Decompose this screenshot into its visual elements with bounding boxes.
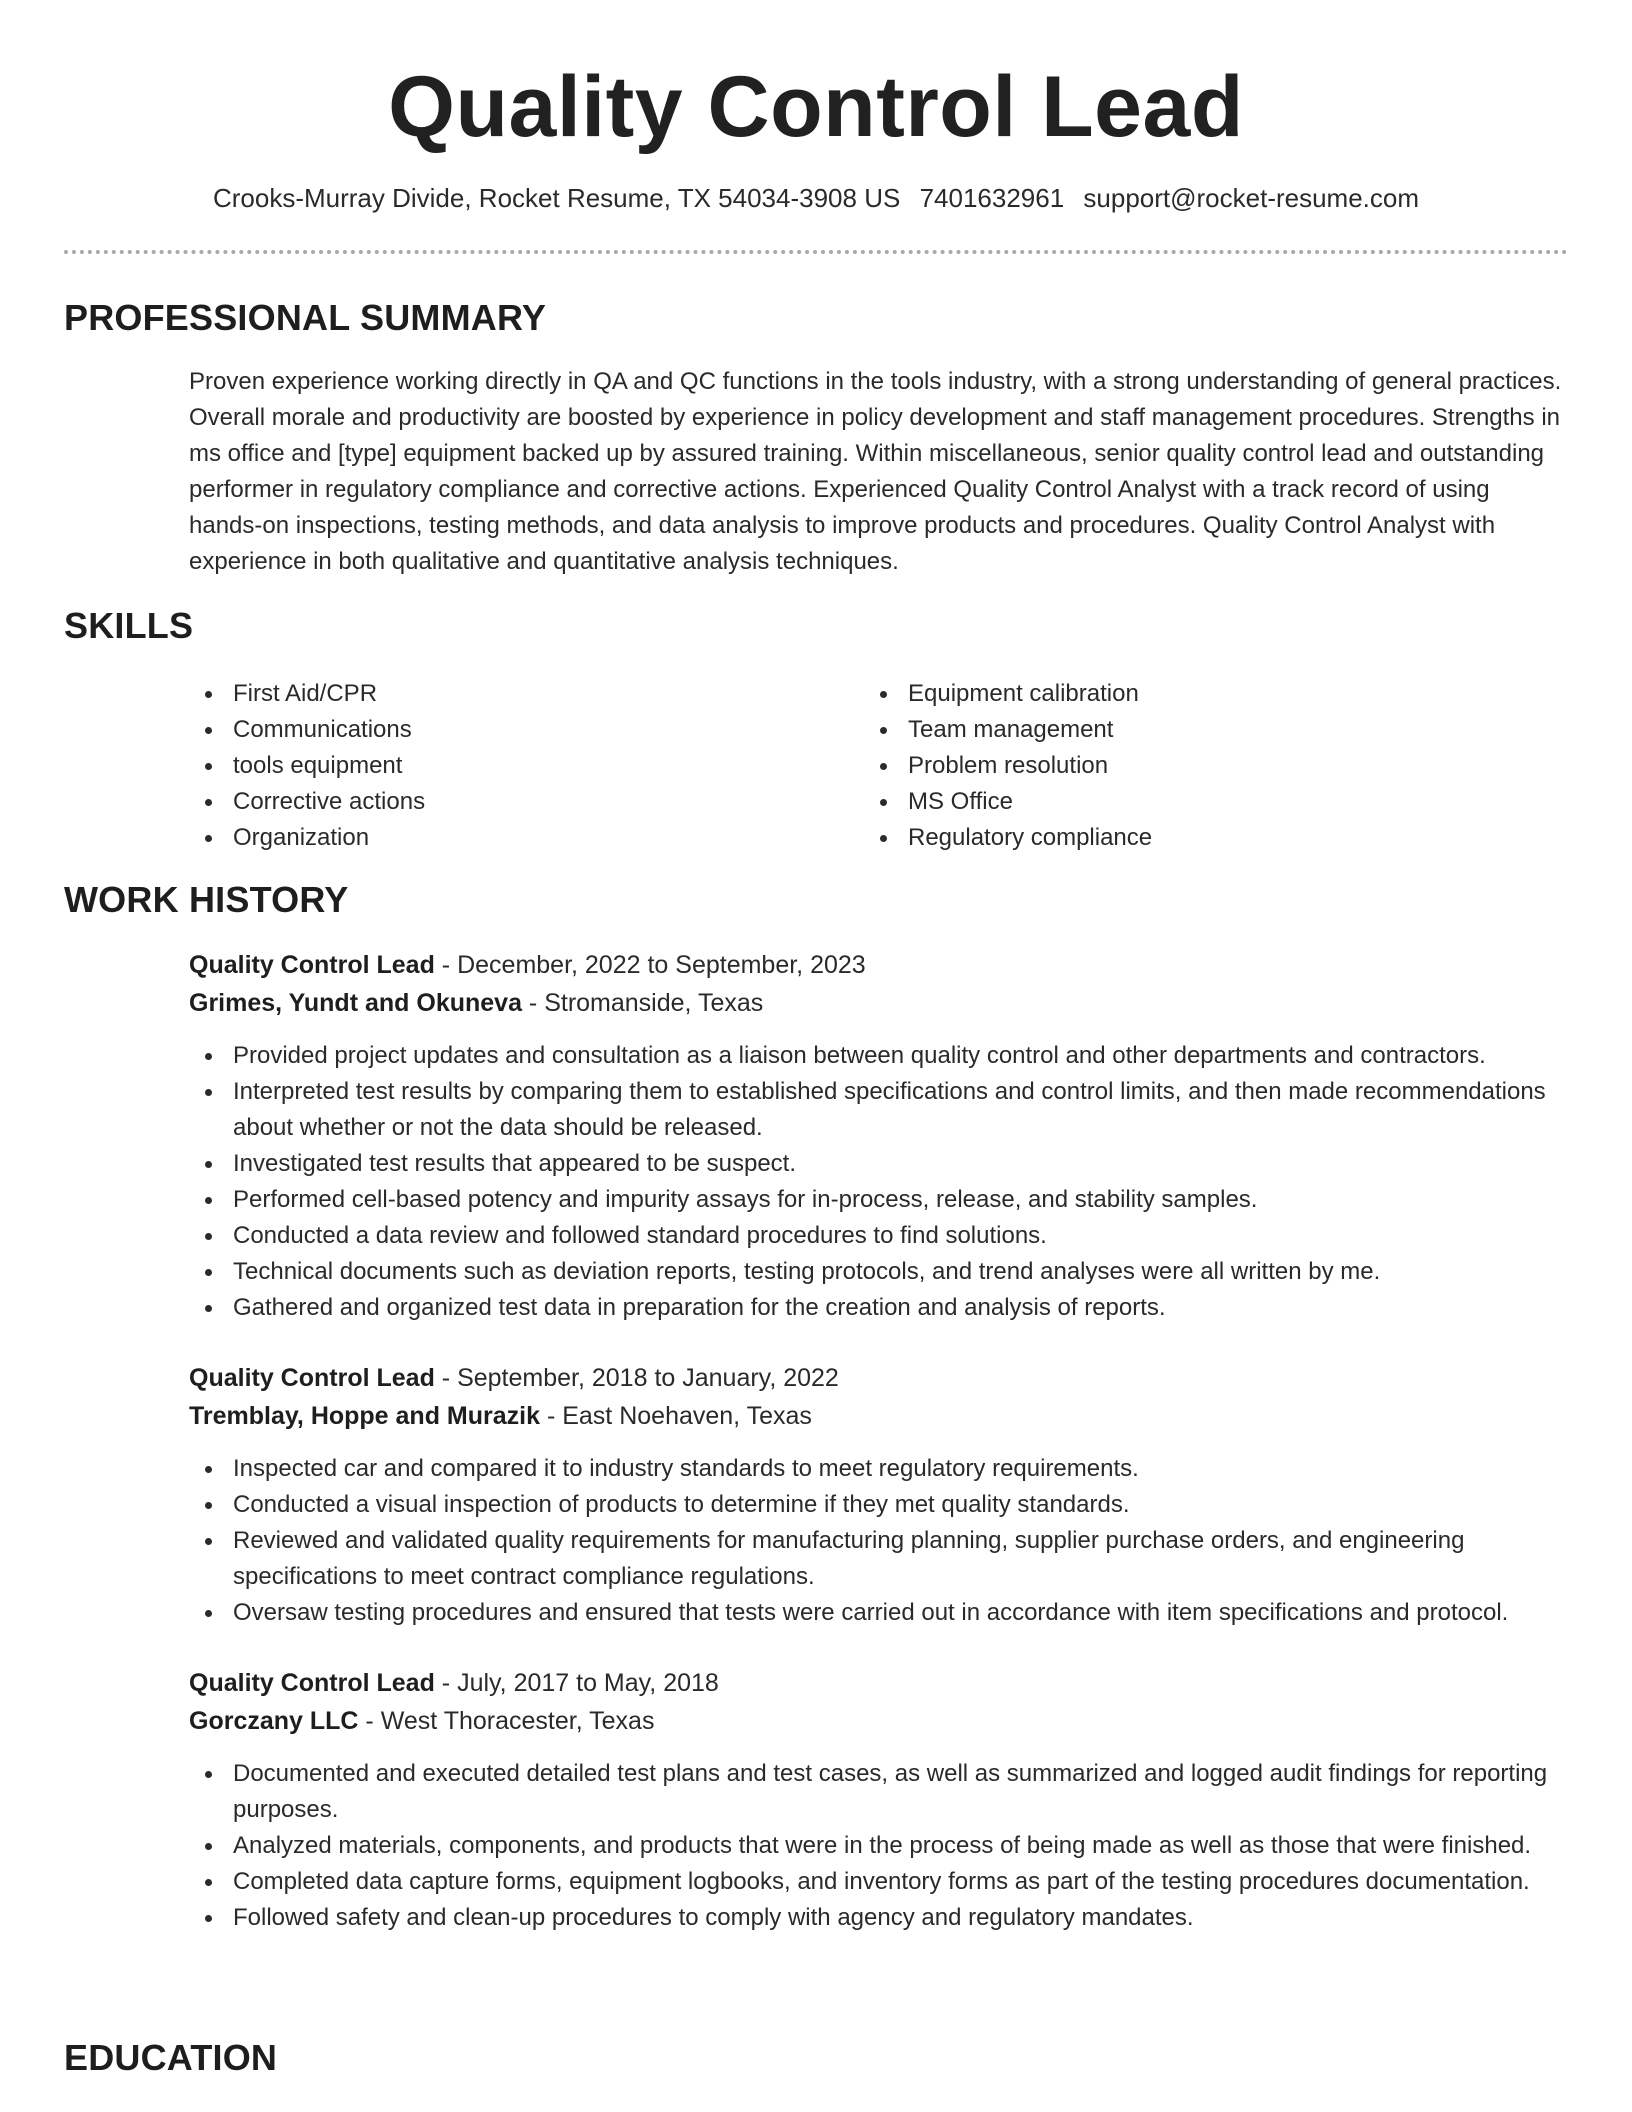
contact-email[interactable]: support@rocket-resume.com	[1083, 183, 1420, 213]
job-company: Tremblay, Hoppe and Murazik	[189, 1402, 541, 1430]
list-item: Interpreted test results by comparing them to established specifications and control limits, and then made recommendations about whether or not the data should be released.	[189, 1074, 1569, 1146]
list-item: First Aid/CPR	[189, 676, 425, 712]
job-company: Grimes, Yundt and Okuneva	[189, 989, 522, 1017]
list-item: Technical documents such as deviation reports, testing protocols, and trend analyses were all written by me.	[189, 1254, 1569, 1290]
list-item: Communications	[189, 712, 425, 748]
job-company-line	[189, 1397, 1569, 1435]
contact-line	[0, 180, 1632, 216]
section-heading-skills: SKILLS	[64, 605, 194, 646]
job-bullets	[189, 1451, 1569, 1631]
list-item: MS Office	[864, 784, 1152, 820]
job-company: Gorczany LLC	[189, 1707, 359, 1735]
job-dates: - July, 2017 to May, 2018	[434, 1669, 719, 1697]
job-entry	[189, 1359, 1569, 1631]
professional-summary: Proven experience working directly in QA and QC functions in the tools industry, with a strong understanding of general practices. Overall morale and productivity are boosted by experience in policy development and staff management procedures. Strengths in ms office and [type] equipment backed up by assured training. Within miscellaneous, senior quality control lead and outstanding performer in regulatory compliance and corrective actions. Experienced Quality Control Analyst with a track record of using hands-on inspections, testing methods, and data analysis to improve products and procedures. Quality Control Analyst with experience in both qualitative and quantitative analysis techniques.	[189, 368, 1562, 575]
list-item: Conducted a data review and followed standard procedures to find solutions.	[189, 1218, 1569, 1254]
job-company-line	[189, 984, 1569, 1022]
job-entry	[189, 1664, 1569, 1936]
list-item: Followed safety and clean-up procedures to comply with agency and regulatory mandates.	[189, 1900, 1569, 1936]
header-divider	[64, 250, 1568, 254]
job-location: - West Thoracester, Texas	[358, 1707, 655, 1735]
list-item: Gathered and organized test data in preparation for the creation and analysis of reports.	[189, 1290, 1569, 1326]
list-item: Organization	[189, 820, 425, 856]
section-heading-summary: PROFESSIONAL SUMMARY	[64, 297, 547, 338]
list-item: Conducted a visual inspection of products to determine if they met quality standards.	[189, 1487, 1569, 1523]
list-item: Analyzed materials, components, and products that were in the process of being made as well as those that were finished.	[189, 1828, 1569, 1864]
skills-list-left	[189, 676, 425, 856]
job-title: Quality Control Lead	[189, 1669, 435, 1697]
job-bullets	[189, 1756, 1569, 1936]
list-item: Completed data capture forms, equipment logbooks, and inventory forms as part of the testing procedures documentation.	[189, 1864, 1569, 1900]
list-item: Performed cell-based potency and impurity assays for in-process, release, and stability samples.	[189, 1182, 1569, 1218]
job-title-line	[189, 1664, 1569, 1702]
section-heading-education: EDUCATION	[64, 2037, 278, 2078]
job-title-line	[189, 946, 1569, 984]
list-item: Corrective actions	[189, 784, 425, 820]
job-entry	[189, 946, 1569, 1326]
job-location: - Stromanside, Texas	[521, 989, 764, 1017]
list-item: tools equipment	[189, 748, 425, 784]
list-item: Oversaw testing procedures and ensured that tests were carried out in accordance with item specifications and protocol.	[189, 1595, 1569, 1631]
list-item: Provided project updates and consultation as a liaison between quality control and other departments and contractors.	[189, 1038, 1569, 1074]
job-company-line	[189, 1702, 1569, 1740]
job-bullets	[189, 1038, 1569, 1326]
job-title: Quality Control Lead	[189, 1364, 435, 1392]
job-dates: - December, 2022 to September, 2023	[434, 951, 866, 979]
list-item: Reviewed and validated quality requirements for manufacturing planning, supplier purchase orders, and engineering specifications to meet contract compliance regulations.	[189, 1523, 1569, 1595]
resume-title: Quality Control Lead	[388, 59, 1244, 155]
list-item: Team management	[864, 712, 1152, 748]
list-item: Equipment calibration	[864, 676, 1152, 712]
job-location: - East Noehaven, Texas	[540, 1402, 812, 1430]
section-heading-work-history: WORK HISTORY	[64, 879, 349, 920]
list-item: Documented and executed detailed test plans and test cases, as well as summarized and logged audit findings for reporting purposes.	[189, 1756, 1569, 1828]
job-dates: - September, 2018 to January, 2022	[434, 1364, 839, 1392]
list-item: Problem resolution	[864, 748, 1152, 784]
job-title-line	[189, 1359, 1569, 1397]
list-item: Regulatory compliance	[864, 820, 1152, 856]
contact-address: Crooks-Murray Divide, Rocket Resume, TX 54034-3908 US	[212, 183, 901, 213]
contact-phone: 7401632961	[919, 183, 1065, 213]
list-item: Inspected car and compared it to industry standards to meet regulatory requirements.	[189, 1451, 1569, 1487]
job-title: Quality Control Lead	[189, 951, 435, 979]
skills-list-right	[864, 676, 1152, 856]
list-item: Investigated test results that appeared to be suspect.	[189, 1146, 1569, 1182]
